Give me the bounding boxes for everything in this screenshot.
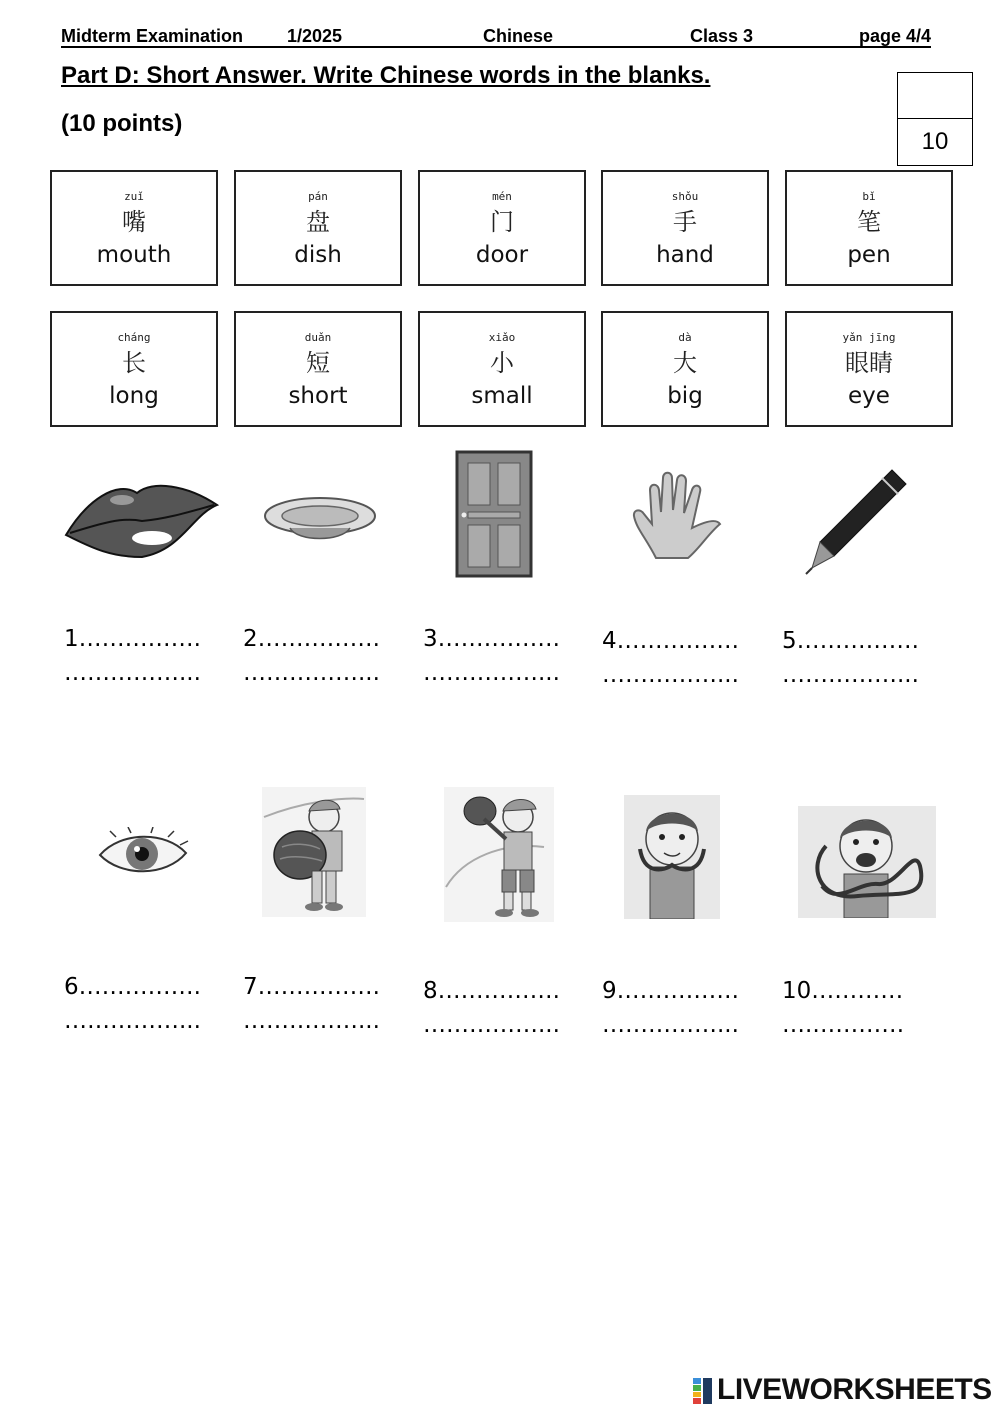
answer-2-line-1: 2……………. bbox=[243, 626, 380, 652]
answer-8[interactable] bbox=[423, 974, 560, 1042]
answer-8-line-2: ……………... bbox=[423, 1012, 560, 1038]
pen-picture bbox=[800, 464, 912, 576]
answer-4[interactable] bbox=[602, 624, 739, 692]
answer-7-line-1: 7……………. bbox=[243, 974, 380, 1000]
answer-5-line-1: 5……………. bbox=[782, 628, 919, 654]
answer-10-line-1: 10………… bbox=[782, 978, 904, 1004]
hanzi: 笔 bbox=[857, 208, 881, 236]
pinyin: shǒu bbox=[671, 190, 699, 203]
dish-picture bbox=[262, 492, 378, 548]
english: long bbox=[109, 383, 159, 409]
answer-1[interactable] bbox=[64, 622, 201, 690]
score-max: 10 bbox=[921, 128, 949, 155]
pinyin: yǎn jīng bbox=[842, 331, 896, 344]
answer-1-line-1: 1……………. bbox=[64, 626, 201, 652]
vocab-card-long bbox=[50, 311, 218, 427]
eye-picture bbox=[96, 827, 190, 881]
hand-picture bbox=[628, 468, 728, 562]
liveworksheets-logo bbox=[693, 1373, 992, 1407]
answer-6-line-2: ……………... bbox=[64, 1008, 201, 1034]
english: eye bbox=[848, 383, 890, 409]
vocab-card-hand bbox=[601, 170, 769, 286]
hanzi: 手 bbox=[673, 208, 697, 236]
exam-title: Midterm Examination bbox=[61, 26, 244, 46]
mouth-picture bbox=[62, 475, 222, 565]
pinyin: pán bbox=[308, 190, 328, 203]
boy-short-rope-picture bbox=[624, 795, 720, 919]
door-picture bbox=[455, 450, 533, 578]
vocab-card-mouth bbox=[50, 170, 218, 286]
answer-5[interactable] bbox=[782, 624, 919, 692]
answer-4-line-1: 4……………. bbox=[602, 628, 739, 654]
english: hand bbox=[656, 242, 714, 268]
part-title: Part D: Short Answer. Write Chinese words in the blanks. bbox=[61, 62, 711, 89]
hanzi: 嘴 bbox=[122, 208, 146, 236]
answer-4-line-2: ……………... bbox=[602, 662, 739, 688]
english: mouth bbox=[96, 242, 172, 268]
exam-class: Class 3 bbox=[690, 26, 754, 46]
vocab-card-door bbox=[418, 170, 586, 286]
answer-3[interactable] bbox=[423, 622, 560, 690]
answer-6[interactable] bbox=[64, 970, 201, 1038]
english: pen bbox=[847, 242, 891, 268]
english: dish bbox=[294, 242, 342, 268]
answer-8-line-1: 8……………. bbox=[423, 978, 560, 1004]
vocab-card-short bbox=[234, 311, 402, 427]
pinyin: dà bbox=[678, 331, 692, 344]
hanzi: 大 bbox=[673, 349, 697, 377]
vocab-card-big bbox=[601, 311, 769, 427]
answer-9-line-1: 9……………. bbox=[602, 978, 739, 1004]
boy-big-watermelon-picture bbox=[262, 787, 366, 917]
vocab-card-eye bbox=[785, 311, 953, 427]
part-points: (10 points) bbox=[61, 110, 183, 137]
english: small bbox=[471, 383, 533, 409]
score-divider bbox=[898, 118, 972, 119]
liveworksheets-text: LIVEWORKSHEETS bbox=[717, 1373, 992, 1406]
answer-3-line-2: ……………... bbox=[423, 660, 560, 686]
exam-page: page 4/4 bbox=[858, 26, 931, 46]
answer-10[interactable] bbox=[782, 974, 904, 1042]
vocab-card-pen bbox=[785, 170, 953, 286]
answer-7-line-2: ……………... bbox=[243, 1008, 380, 1034]
hanzi: 盘 bbox=[306, 208, 330, 236]
pinyin: mén bbox=[492, 190, 512, 203]
answer-9[interactable] bbox=[602, 974, 739, 1042]
liveworksheets-icon bbox=[693, 1378, 713, 1404]
vocab-card-dish bbox=[234, 170, 402, 286]
answer-6-line-1: 6……………. bbox=[64, 974, 201, 1000]
exam-header bbox=[61, 26, 931, 48]
answer-5-line-2: ……………... bbox=[782, 662, 919, 688]
exam-subject: Chinese bbox=[483, 26, 554, 46]
boy-long-rope-picture bbox=[798, 806, 936, 918]
pinyin: bǐ bbox=[862, 190, 876, 203]
hanzi: 长 bbox=[122, 349, 146, 377]
exam-term: 1/2025 bbox=[287, 26, 343, 46]
answer-2[interactable] bbox=[243, 622, 380, 690]
hanzi: 眼睛 bbox=[845, 349, 893, 377]
pinyin: zuǐ bbox=[124, 190, 144, 203]
score-box bbox=[897, 72, 973, 166]
english: door bbox=[475, 242, 529, 268]
answer-7[interactable] bbox=[243, 970, 380, 1038]
pinyin: duǎn bbox=[304, 331, 332, 344]
english: big bbox=[667, 383, 703, 409]
hanzi: 小 bbox=[490, 349, 514, 377]
answer-2-line-2: ……………... bbox=[243, 660, 380, 686]
vocab-card-small bbox=[418, 311, 586, 427]
boy-small-watermelon-picture bbox=[444, 787, 554, 922]
answer-1-line-2: ……………... bbox=[64, 660, 201, 686]
hanzi: 短 bbox=[306, 349, 330, 377]
answer-3-line-1: 3……………. bbox=[423, 626, 560, 652]
pinyin: cháng bbox=[117, 331, 151, 344]
pinyin: xiǎo bbox=[488, 331, 516, 344]
answer-9-line-2: ……………... bbox=[602, 1012, 739, 1038]
answer-10-line-2: ….………… bbox=[782, 1012, 905, 1038]
hanzi: 门 bbox=[490, 208, 514, 236]
english: short bbox=[288, 383, 348, 409]
